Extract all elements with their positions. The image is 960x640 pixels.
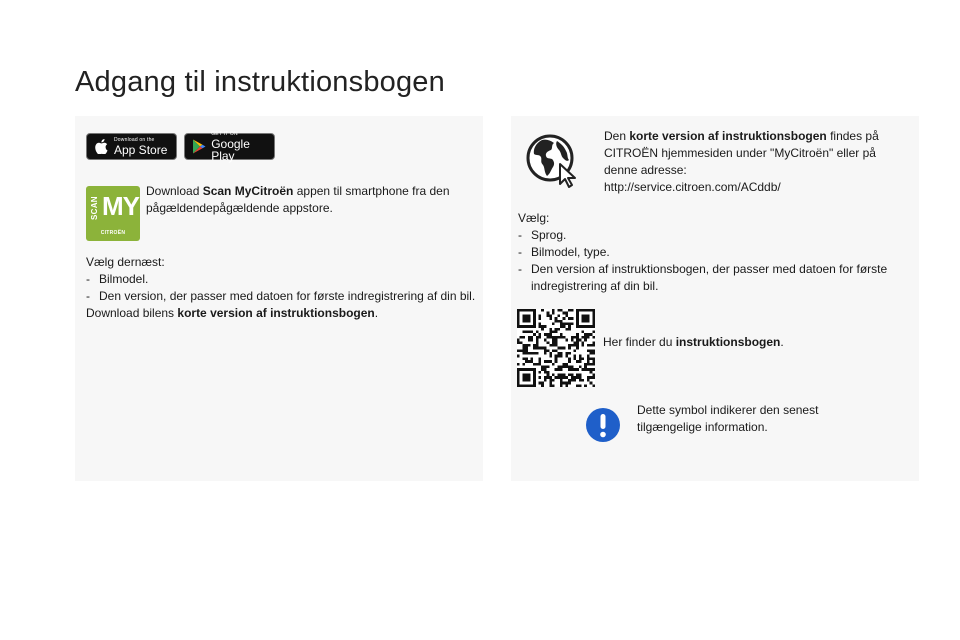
qr-code-icon[interactable]	[517, 309, 595, 387]
info-symbol-text: Dette symbol indikerer den senest tilgængelige information.	[637, 403, 819, 434]
download-post: appen til smartphone fra den pågældendepågældende appstore.	[146, 184, 450, 215]
desc-bold: korte version af instruktionsbogen	[629, 129, 827, 143]
play-icon	[189, 139, 208, 154]
logo-brand-text: CITROËN	[100, 230, 126, 236]
manual-url-link[interactable]: http://service.citroen.com/ACddb/	[604, 180, 781, 194]
list-item	[518, 244, 913, 261]
list-dash: -	[518, 228, 522, 242]
list-item-text: Den version, der passer med datoen for første indregistrering af din bil.	[99, 289, 476, 303]
list-item-text: Bilmodel.	[99, 272, 149, 286]
list-item-text: Den version af instruktionsbogen, der passer med datoen for første indregistrering af din bil.	[531, 262, 888, 293]
list-item	[86, 288, 476, 305]
list-item	[518, 261, 913, 295]
list-item-text: Bilmodel, type.	[531, 245, 610, 259]
list-dash: -	[518, 262, 522, 276]
list-item	[86, 271, 476, 288]
qr-post: .	[780, 335, 784, 349]
short-version-description	[604, 128, 904, 196]
logo-my-text: MY	[102, 191, 139, 221]
google-play-label: Google Play	[211, 136, 250, 163]
qr-bold: instruktionsbogen	[675, 335, 781, 349]
list-dash: -	[518, 245, 522, 259]
final-bold: korte version af instruktionsbogen	[177, 306, 375, 320]
apple-icon	[91, 139, 111, 154]
app-name: Scan MyCitroën	[202, 184, 294, 198]
app-store-small-label: Download on the	[114, 136, 155, 143]
logo-scan-text: SCAN	[90, 196, 99, 220]
right-panel	[511, 116, 919, 481]
choose-section	[518, 210, 913, 295]
choose-next-heading: Vælg dernæst:	[86, 255, 165, 269]
desc-post: findes på CITROËN hjemmesiden under "MyCitroën" eller på denne adresse:	[604, 129, 879, 177]
left-panel	[75, 116, 483, 481]
final-pre: Download bilens	[86, 306, 178, 320]
download-manual-text	[86, 305, 476, 322]
qr-caption	[603, 334, 784, 351]
scan-my-citroen-logo	[86, 186, 140, 241]
info-exclamation-icon	[585, 407, 621, 443]
page-title: Adgang til instruktionsbogen	[75, 66, 445, 98]
download-pre: Download	[146, 184, 203, 198]
download-app-text	[146, 183, 476, 217]
desc-pre: Den	[604, 129, 630, 143]
final-post: .	[374, 306, 379, 320]
globe-cursor-icon	[524, 132, 582, 190]
list-dash: -	[86, 289, 90, 303]
choose-next-section	[86, 254, 476, 322]
list-dash: -	[86, 272, 90, 286]
app-store-badge[interactable]	[86, 133, 177, 160]
qr-pre: Her finder du	[603, 335, 676, 349]
list-item	[518, 227, 913, 244]
app-store-label: App Store	[114, 142, 168, 157]
google-play-badge[interactable]	[184, 130, 275, 163]
google-play-small-label: GET IT ON	[211, 130, 238, 137]
choose-heading: Vælg:	[518, 211, 550, 225]
list-item-text: Sprog.	[531, 228, 567, 242]
